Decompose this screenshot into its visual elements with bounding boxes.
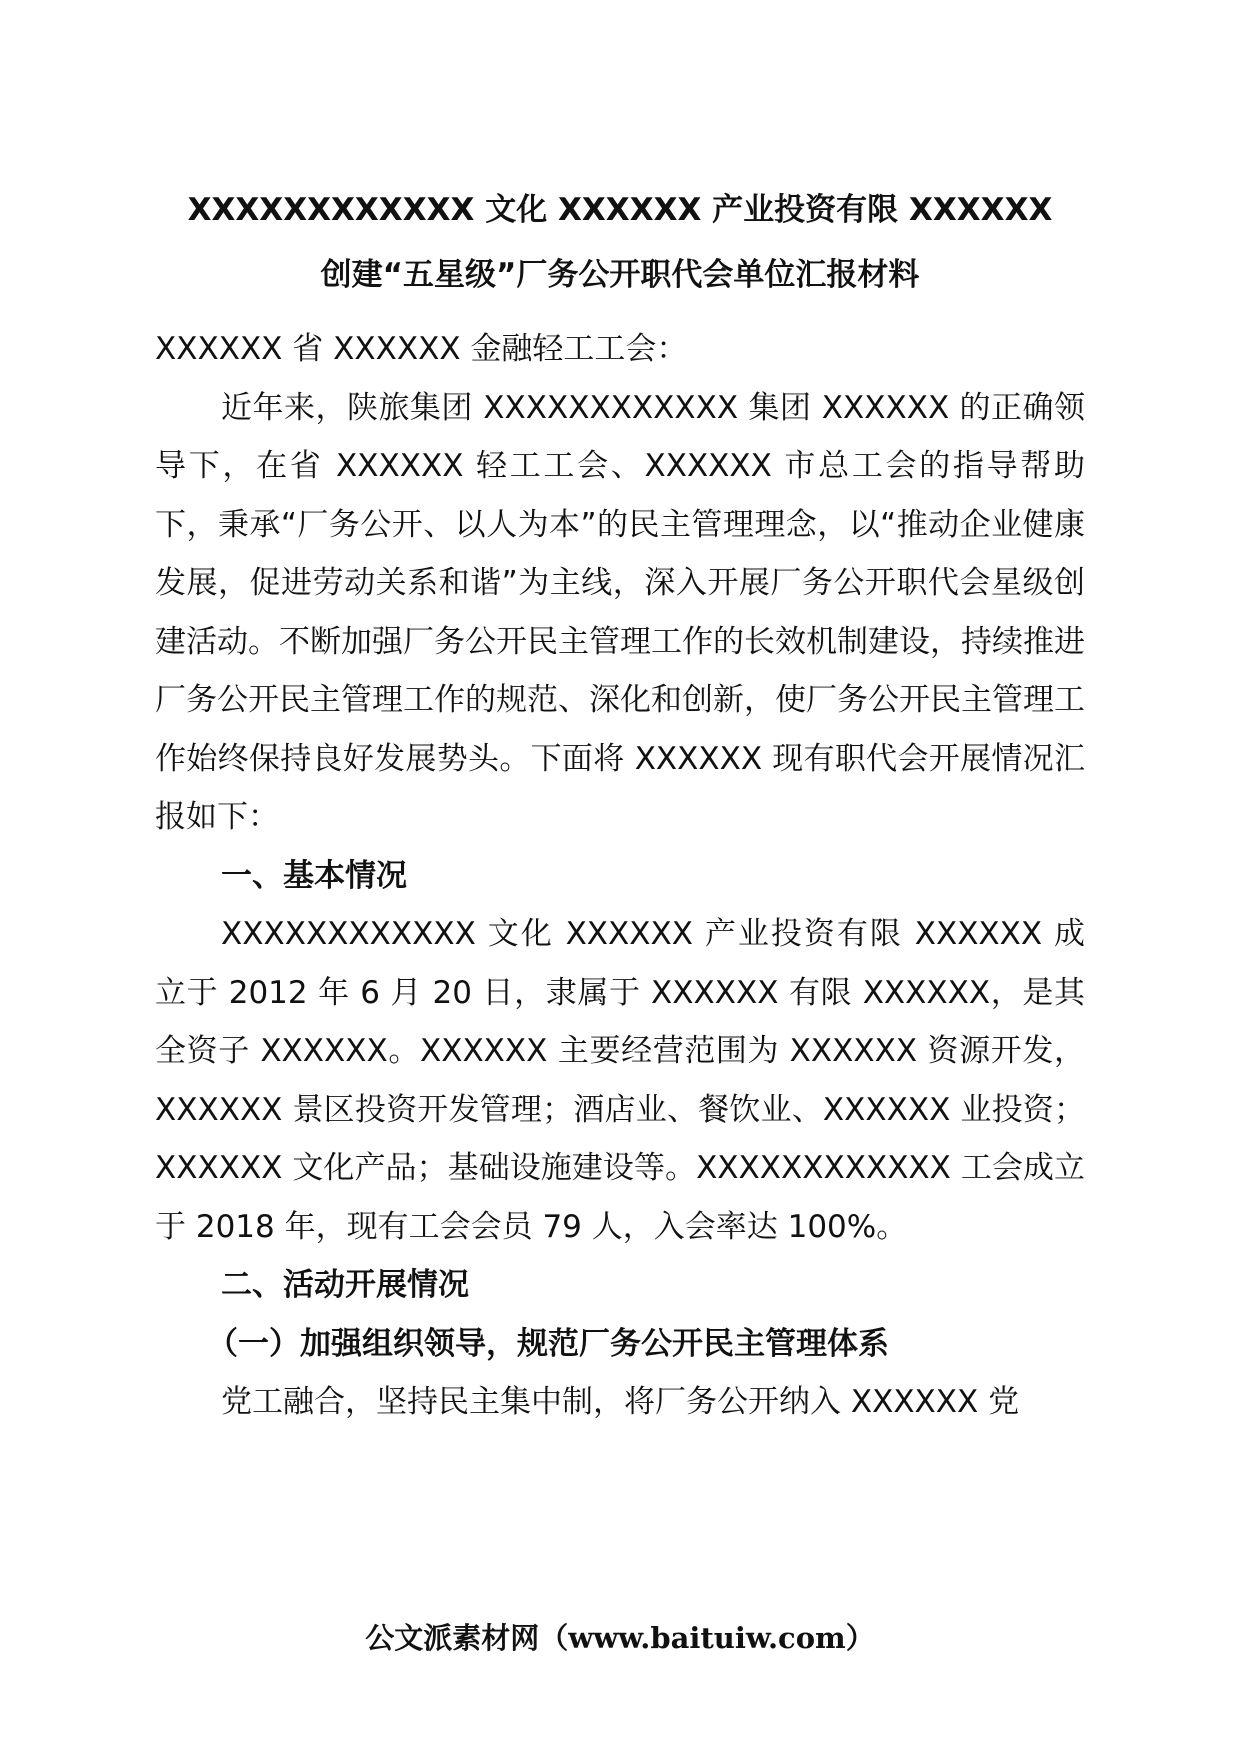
section-1-heading: 一、基本情况 [221,857,407,894]
intro-paragraph: 近年来，陕旅集团 XXXXXXXXXXXX 集团 XXXXXX 的正确领导下，在省 XXXXXX 轻工工会、XXXXXX 市总工会的指导帮助下，秉承“厂务公开、以人为本”的民主管理理念，以“推动企业健康发展，促进劳动关系和谐”为主线，深入开展厂务公开职代会星级创建活动。不断加强厂务公开民主管理工作的长效机制建设，持续推进厂务公开民主管理工作的规范、深化和创新，使厂务公开民主管理工作始终保持良好发展势头。下面将 XXXXXX 现有职代会开展情况汇报如下： [155,389,1085,835]
document-title-line-2: 创建“五星级”厂务公开职代会单位汇报材料 [320,257,920,293]
document-body [155,320,1085,1432]
section-2-subheading-1: （一）加强组织领导，规范厂务公开民主管理体系 [207,1325,889,1362]
footer-watermark-text: 公文派素材网（www.baituiw.com） [365,1621,875,1655]
section-2-heading: 二、活动开展情况 [221,1267,469,1303]
salutation: XXXXXX 省 XXXXXX 金融轻工工会： [155,331,688,367]
section-2-paragraph-1: 党工融合，坚持民主集中制，将厂务公开纳入 XXXXXX 党 [221,1384,1020,1420]
section-1-paragraph: XXXXXXXXXXXX 文化 XXXXXX 产业投资有限 XXXXXX 成立于 2012 年 6 月 20 日，隶属于 XXXXXX 有限 XXXXXX，是其全资子 XXXXXX。XXXXXX 主要经营范围为 XXXXXX 资源开发，XXXXXX 景区投资开发管理；酒店业、餐饮业、XXXXXX 业投资；XXXXXX 文化产品；基础设施建设等。XXXXXXXXXXXX 工会成立于 2018 年，现有工会会员 79 人，入会率达 100%。 [155,916,1085,1245]
document-title-line-1: XXXXXXXXXXXX 文化 XXXXXX 产业投资有限 XXXXXX [187,192,1053,228]
